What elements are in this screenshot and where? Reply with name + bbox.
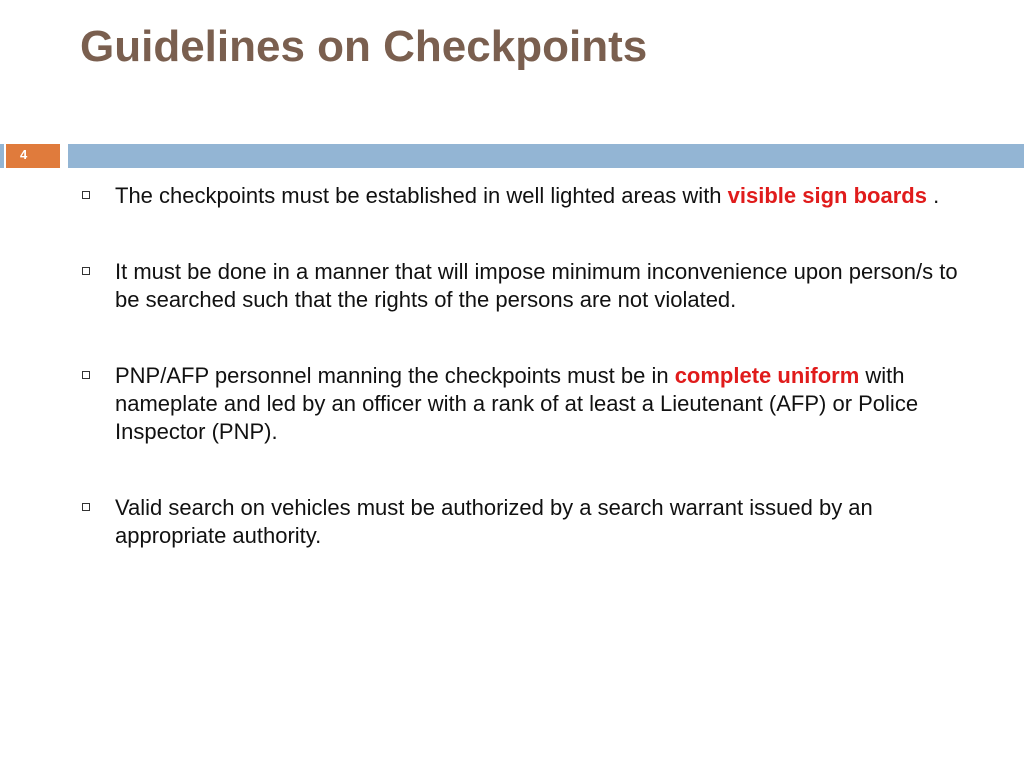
divider-strip-left: [0, 144, 4, 168]
divider-bar: [68, 144, 1024, 168]
bullet-item-inconvenience: [80, 258, 980, 314]
page-number-badge: 4: [6, 144, 60, 168]
bullet-item-search-warrant: [80, 494, 980, 550]
bullet-text: Valid search on vehicles must be authorized by a search warrant issued by an appropriate authority.: [115, 495, 873, 548]
bullet-text: PNP/AFP personnel manning the checkpoints must be in: [115, 363, 675, 388]
bullet-item-lighting: [80, 182, 980, 210]
bullet-text: The checkpoints must be established in well lighted areas with: [115, 183, 728, 208]
bullet-item-uniform: [80, 362, 980, 446]
bullet-text-end: with nameplate and led by an officer with a rank of at least a Lieutenant (AFP) or Police Inspector (PNP).: [115, 363, 919, 444]
hollow-square-bullet-icon: [82, 503, 90, 511]
hollow-square-bullet-icon: [82, 267, 90, 275]
highlight-visible-sign-boards: visible sign boards: [727, 183, 927, 208]
bullet-list: [80, 182, 980, 550]
highlight-complete-uniform: complete uniform: [674, 363, 860, 388]
slide-title: Guidelines on Checkpoints: [80, 22, 648, 71]
bullet-text-end: .: [926, 183, 940, 208]
bullet-text: It must be done in a manner that will impose minimum inconvenience upon person/s to be searched such that the rights of the persons are not violated.: [115, 259, 958, 312]
hollow-square-bullet-icon: [82, 371, 90, 379]
hollow-square-bullet-icon: [82, 191, 90, 199]
